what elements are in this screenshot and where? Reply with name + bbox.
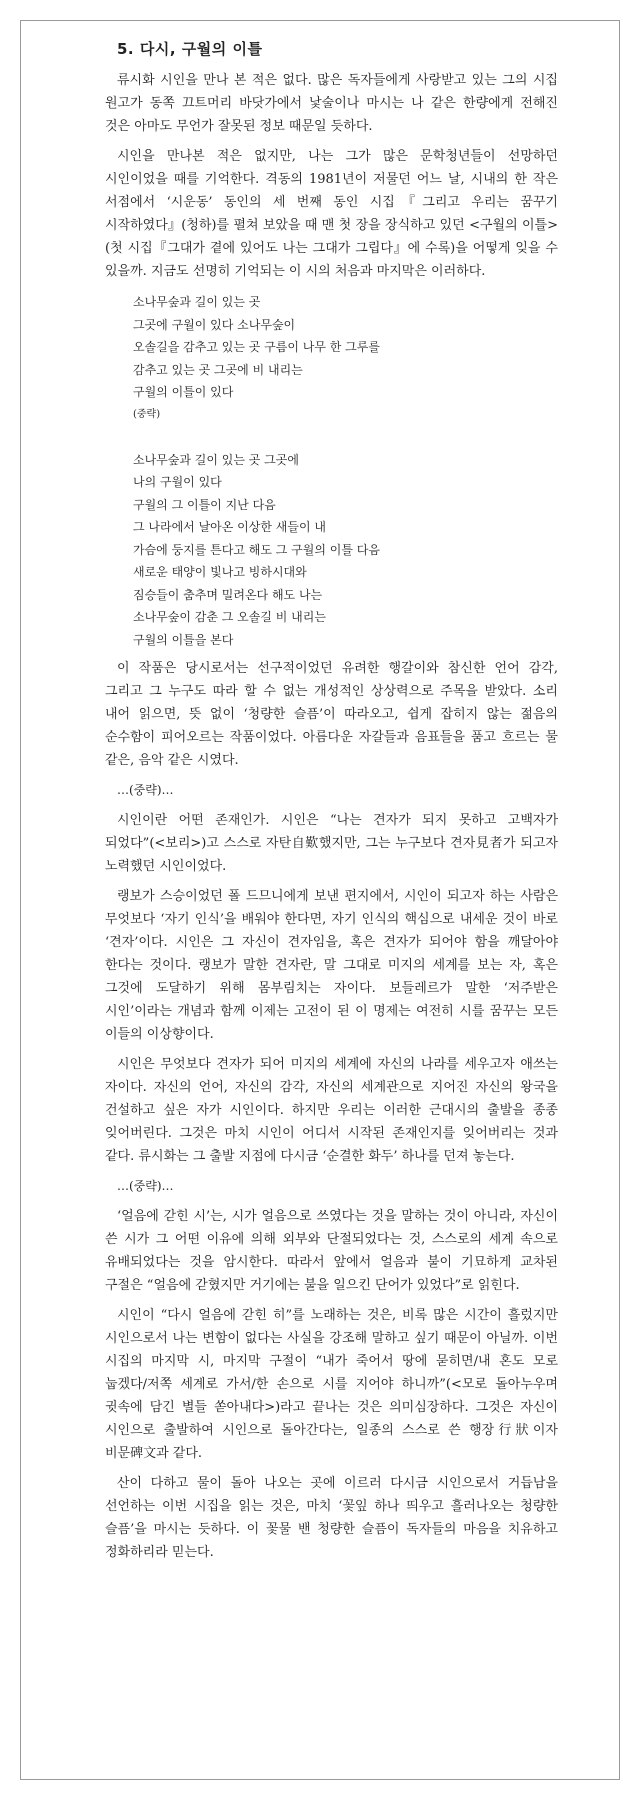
paragraph: 이 작품은 당시로서는 선구적이었던 유려한 행갈이와 참신한 언어 감각, 그리고 그 누구도 따라 할 수 없는 개성적인 상상력으로 주목을 받았다. 소리 내어 읽으면, 뜻 없이 ‘청량한 슬픔’이 따라오고, 쉽게 잡히지 않는 젊음의 순수함이 피어오르는 작품이었다. 아름다운 자갈들과 음표들을 품고 흐르는 물 같은, 음악 같은 시였다. — [105, 661, 558, 768]
paragraph: 류시화 시인을 만나 본 적은 없다. 많은 독자들에게 사랑받고 있는 그의 시집 원고가 동쪽 끄트머리 바닷가에서 낯술이나 마시는 나 같은 한량에게 전해진 것은 아마도 무언가 잘못된 정보 때문일 듯하다. — [105, 73, 558, 134]
omission-marker: …(중략)… — [117, 783, 174, 797]
poem-line: 구월의 그 이틀이 지난 다음 — [133, 497, 276, 512]
poem-quote — [133, 291, 558, 651]
poem-line: 새로운 태양이 빛나고 빙하시대와 — [133, 565, 307, 579]
section-title: 5. 다시, 구월의 이틀 — [117, 40, 263, 58]
paragraph: ‘얼음에 갇힌 시’는, 시가 얼음으로 쓰였다는 것을 말하는 것이 아니라, 자신이 쓴 시가 그 어떤 이유에 의해 외부와 단절되었다는 것, 스스로의 세계 속으로 유배되었다는 것을 암시한다. 따라서 앞에서 얼음과 불이 기묘하게 교차된 구절은 “얼음에 갇혔지만 거기에는 불을 일으킨 단어가 있었다”로 읽힌다. — [105, 1209, 558, 1293]
paragraph: 시인이란 어떤 존재인가. 시인은 “나는 견자가 되지 못하고 고백자가 되었다”(<보리>)고 스스로 자탄自歎했지만, 그는 누구보다 견자見者가 되고자 노력했던 시인이었다. — [105, 813, 558, 874]
poem-omission: (중략) — [133, 408, 161, 420]
poem-line: 소나무숲이 감춘 그 오솔길 비 내리는 — [133, 610, 326, 624]
poem-line: 그 나라에서 날아온 이상한 새들이 내 — [133, 520, 326, 534]
poem-line: 가슴에 둥지를 튼다고 해도 그 구월의 이틀 다음 — [133, 542, 380, 557]
poem-line: 나의 구월이 있다 — [133, 475, 222, 489]
document-body — [105, 38, 558, 1571]
poem-line: 감추고 있는 곳 그곳에 비 내리는 — [133, 362, 303, 377]
poem-line: 구월의 이틀이 있다 — [133, 385, 234, 399]
poem-line: 소나무숲과 길이 있는 곳 — [133, 295, 261, 309]
paragraph: 시인이 “다시 얼음에 갇힌 히”를 노래하는 것은, 비록 많은 시간이 흘렀지만 시인으로서 나는 변함이 없다는 사실을 강조해 말하고 싶기 때문이 아닐까. 이번 시집의 마지막 시, 마지막 구절이 “내가 죽어서 땅에 묻히면/내 혼도 모로 눕겠다/저쪽 세계로 가서/한 손으로 시를 지어야 하니까”(<모로 돌아누우며 귓속에 담긴 별들 쏟아내다>)라고 끝나는 것은 의미심장하다. 그것은 자신이 시인으로 출발하여 시인으로 돌아간다는, 일종의 스스로 쓴 행장行狀이자 비문碑文과 같다. — [105, 1308, 558, 1461]
poem-line: 그곳에 구월이 있다 소나무숲이 — [133, 317, 296, 332]
poem-line: 소나무숲과 길이 있는 곳 그곳에 — [133, 452, 299, 467]
poem-line: 오솔길을 감추고 있는 곳 구름이 나무 한 그루를 — [133, 340, 380, 354]
poem-line: 구월의 이틀을 본다 — [133, 632, 234, 647]
poem-line: 짐승들이 춤추며 밀려온다 해도 나는 — [133, 587, 323, 602]
omission-marker: …(중략)… — [117, 1179, 174, 1193]
paragraph: 시인은 무엇보다 견자가 되어 미지의 세계에 자신의 나라를 세우고자 애쓰는 자이다. 자신의 언어, 자신의 감각, 자신의 세계관으로 지어진 자신의 왕국을 건설하고 싶은 자가 시인이다. 하지만 우리는 이러한 근대시의 출발을 종종 잊어버린다. 그것은 마치 시인이 어디서 시작된 존재인지를 잊어버리는 것과 같다. 류시화는 그 출발 지점에 다시금 ‘순결한 화두’ 하나를 던져 놓는다. — [105, 1057, 558, 1164]
paragraph: 시인을 만나본 적은 없지만, 나는 그가 많은 문학청년들이 선망하던 시인이었을 때를 기억한다. 격동의 1981년이 저물던 어느 날, 시내의 한 작은 서점에서 ‘시운동’ 동인의 세 번째 동인 시집『그리고 우리는 꿈꾸기 시작하였다』(청하)를 펼쳐 보았을 때 맨 첫 장을 장식하고 있던 <구월의 이틀>(첫 시집『그대가 곁에 있어도 나는 그대가 그립다』에 수록)을 어떻게 잊을 수 있을까. 지금도 선명히 기억되는 이 시의 처음과 마지막은 이러하다. — [105, 149, 558, 279]
paragraph: 랭보가 스승이었던 폴 드므니에게 보낸 편지에서, 시인이 되고자 하는 사람은 무엇보다 ‘자기 인식’을 배워야 한다면, 자기 인식의 핵심으로 내세운 것이 바로 ‘견자’이다. 시인은 그 자신이 견자임을, 혹은 견자가 되어야 함을 깨달아야 한다는 것이다. 랭보가 말한 견자란, 말 그대로 미지의 세계를 보는 자, 혹은 그것에 도달하기 위해 몸부림치는 자이다. 보들레르가 말한 ‘저주받은 시인’이라는 개념과 함께 이제는 고전이 된 이 명제는 여전히 시를 꿈꾸는 모든 이들의 이상향이다. — [105, 889, 558, 1042]
paragraph: 산이 다하고 물이 돌아 나오는 곳에 이르러 다시금 시인으로서 거듭남을 선언하는 이번 시집을 읽는 것은, 마치 ‘꽃잎 하나 띄우고 흘러나오는 청량한 슬픔’을 마시는 듯하다. 이 꽃물 밴 청량한 슬픔이 독자들의 마음을 치유하고 정화하리라 믿는다. — [105, 1476, 558, 1560]
